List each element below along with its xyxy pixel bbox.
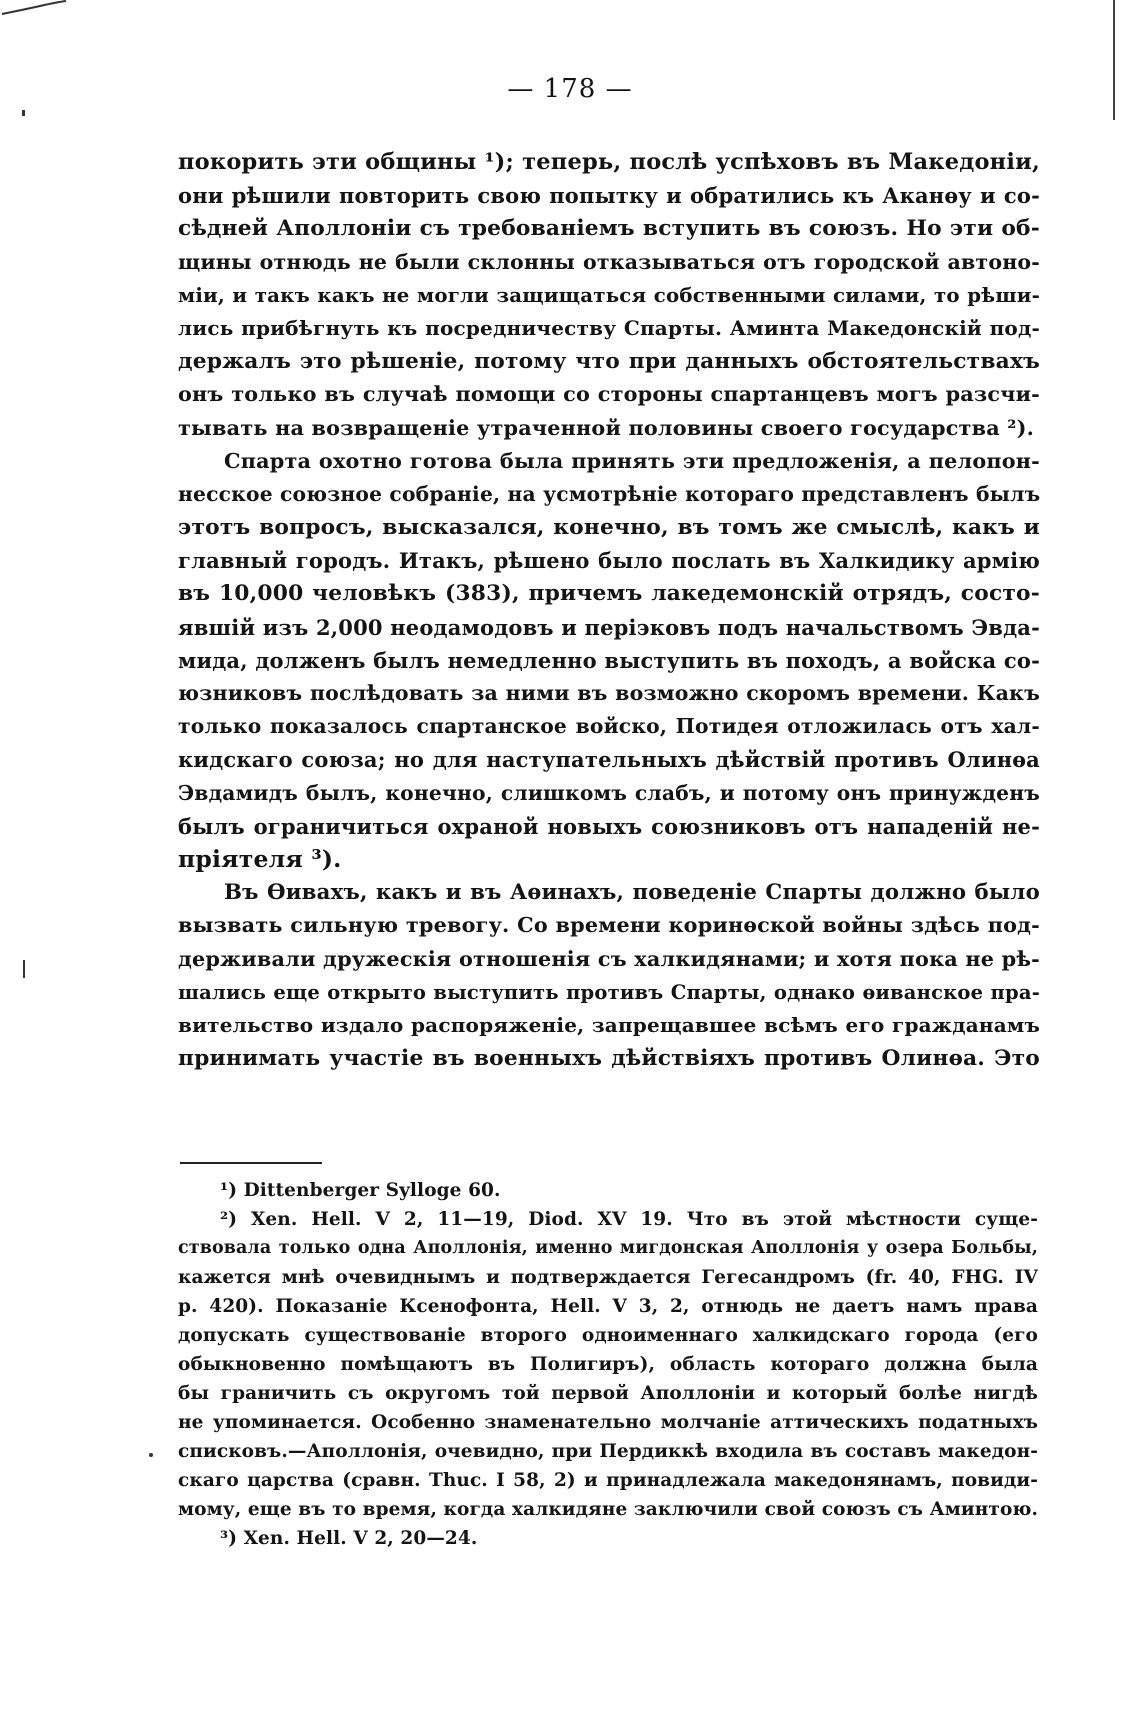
footnote-line: бы граничить съ округомъ той первой Аполлоніи и который болѣе нигдѣ (178, 1383, 1038, 1404)
text-line: несское союзное собраніе, на усмотрѣніе котораго представленъ былъ (178, 481, 1041, 506)
text-line: вызвать сильную тревогу. Со времени коринѳской войны здѣсь под- (178, 913, 1040, 938)
footnotes (178, 1176, 1038, 1553)
text-line: пріятеля ³). (178, 844, 342, 873)
corner-ink-stroke (0, 0, 70, 16)
text-line: главный городъ. Итакъ, рѣшено было послать въ Халкидику армію (178, 548, 1040, 574)
footnote-line: списковъ.—Аполлонія, очевидно, при Пердиккѣ входила въ составъ македон- (178, 1441, 1038, 1462)
footnote-line: допускать существованіе второго одноименнаго халкидскаго города (его (178, 1325, 1038, 1346)
text-line: кидскаго союза; но для наступательныхъ дѣйствій противъ Олинѳа (178, 747, 1040, 773)
text-line: былъ ограничиться охраной новыхъ союзниковъ отъ нападеній не- (178, 813, 1040, 839)
margin-tick-mark (23, 960, 25, 978)
footnote-line: ¹) Dittenberger Sylloge 60. (220, 1180, 501, 1201)
footnote-line: мому, еще въ то время, когда халкидяне заключили свой союзъ съ Аминтою. (178, 1499, 1038, 1520)
text-line: держивали дружескія отношенія съ халкидянами; и хотя пока не рѣ- (178, 946, 1040, 971)
text-line: тывать на возвращеніе утраченной половины своего государства ²). (178, 415, 1035, 440)
text-line: міи, и такъ какъ не могли защищаться собственными силами, то рѣши- (178, 282, 1040, 307)
text-line: явшій изъ 2,000 неодамодовъ и періэковъ подъ начальствомъ Эвда- (178, 614, 1040, 640)
ink-dot (149, 1453, 153, 1457)
footnote-line: кажется мнѣ очевиднымъ и подтверждается Гегесандромъ (fr. 40, FHG. IV (178, 1267, 1038, 1288)
text-line: въ 10,000 человѣкъ (383), причемъ лакедемонскій отрядъ, состо- (178, 581, 1040, 607)
text-line: они рѣшили повторить свою попытку и обратились къ Аканѳу и со- (178, 183, 1040, 209)
text-line: только показалось спартанское войско, Потидея отложилась отъ хал- (178, 714, 1040, 739)
footnote-line: p. 420). Показаніе Ксенофонта, Hell. V 3, 2, отнюдь не даетъ намъ права (178, 1296, 1038, 1317)
text-line: вительство издало распоряженіе, запрещавшее всѣмъ его гражданамъ (178, 1012, 1040, 1037)
text-line: сѣдней Аполлоніи съ требованіемъ вступить въ союзъ. Но эти об- (178, 216, 1040, 242)
footnote-line: ³) Xen. Hell. V 2, 20—24. (220, 1528, 478, 1549)
text-line: принимать участіе въ военныхъ дѣйствіяхъ противъ Олинѳа. Это (178, 1046, 1040, 1072)
text-line: покорить эти общины ¹); теперь, послѣ успѣховъ въ Македоніи, (178, 149, 1040, 175)
text-line: Въ Ѳивахъ, какъ и въ Аѳинахъ, поведеніе Спарты должно было (224, 880, 1040, 906)
text-line: шались еще открыто выступить противъ Спарты, однако ѳиванское пра- (178, 980, 1040, 1004)
footnote-divider (180, 1162, 322, 1164)
text-line: мида, долженъ былъ немедленно выступить въ походъ, а войска со- (178, 647, 1040, 673)
text-line: Спарта охотно готова была принять эти предложенія, а пелопон- (224, 448, 1040, 473)
text-line: лись прибѣгнуть къ посредничеству Спарты. Аминта Македонскій под- (178, 315, 1040, 340)
footnote-line: скаго царства (сравн. Thuc. I 58, 2) и принадлежала македонянамъ, повиди- (178, 1470, 1038, 1491)
footnote-line: ствовала только одна Аполлонія, именно мигдонская Аполлонія у озера Больбы, (178, 1238, 1038, 1258)
text-line: Эвдамидъ былъ, конечно, слишкомъ слабъ, и потому онъ принужденъ (178, 780, 1040, 805)
margin-tick-mark (22, 110, 25, 116)
text-line: этотъ вопросъ, высказался, конечно, въ томъ же смыслѣ, какъ и (178, 515, 1040, 541)
footnote-line: ²) Xen. Hell. V 2, 11—19, Diod. XV 19. Что въ этой мѣстности суще- (220, 1209, 1038, 1230)
page-number: — 178 — (507, 74, 633, 104)
text-line: онъ только въ случаѣ помощи со стороны спартанцевъ могъ разсчи- (178, 382, 1040, 407)
main-text (178, 146, 1040, 1075)
text-line: юзниковъ послѣдовать за ними въ возможно скоромъ времени. Какъ (178, 681, 1040, 705)
text-line: щины отнюдь не были склонны отказываться отъ городской автоно- (178, 249, 1040, 274)
footnote-line: не упоминается. Особенно знаменательно молчаніе аттическихъ податныхъ (178, 1412, 1038, 1433)
footnote-line: обыкновенно помѣщаютъ въ Полигиръ), область котораго должна была (178, 1354, 1038, 1375)
text-line: держалъ это рѣшеніе, потому что при данныхъ обстоятельствахъ (178, 349, 1040, 375)
